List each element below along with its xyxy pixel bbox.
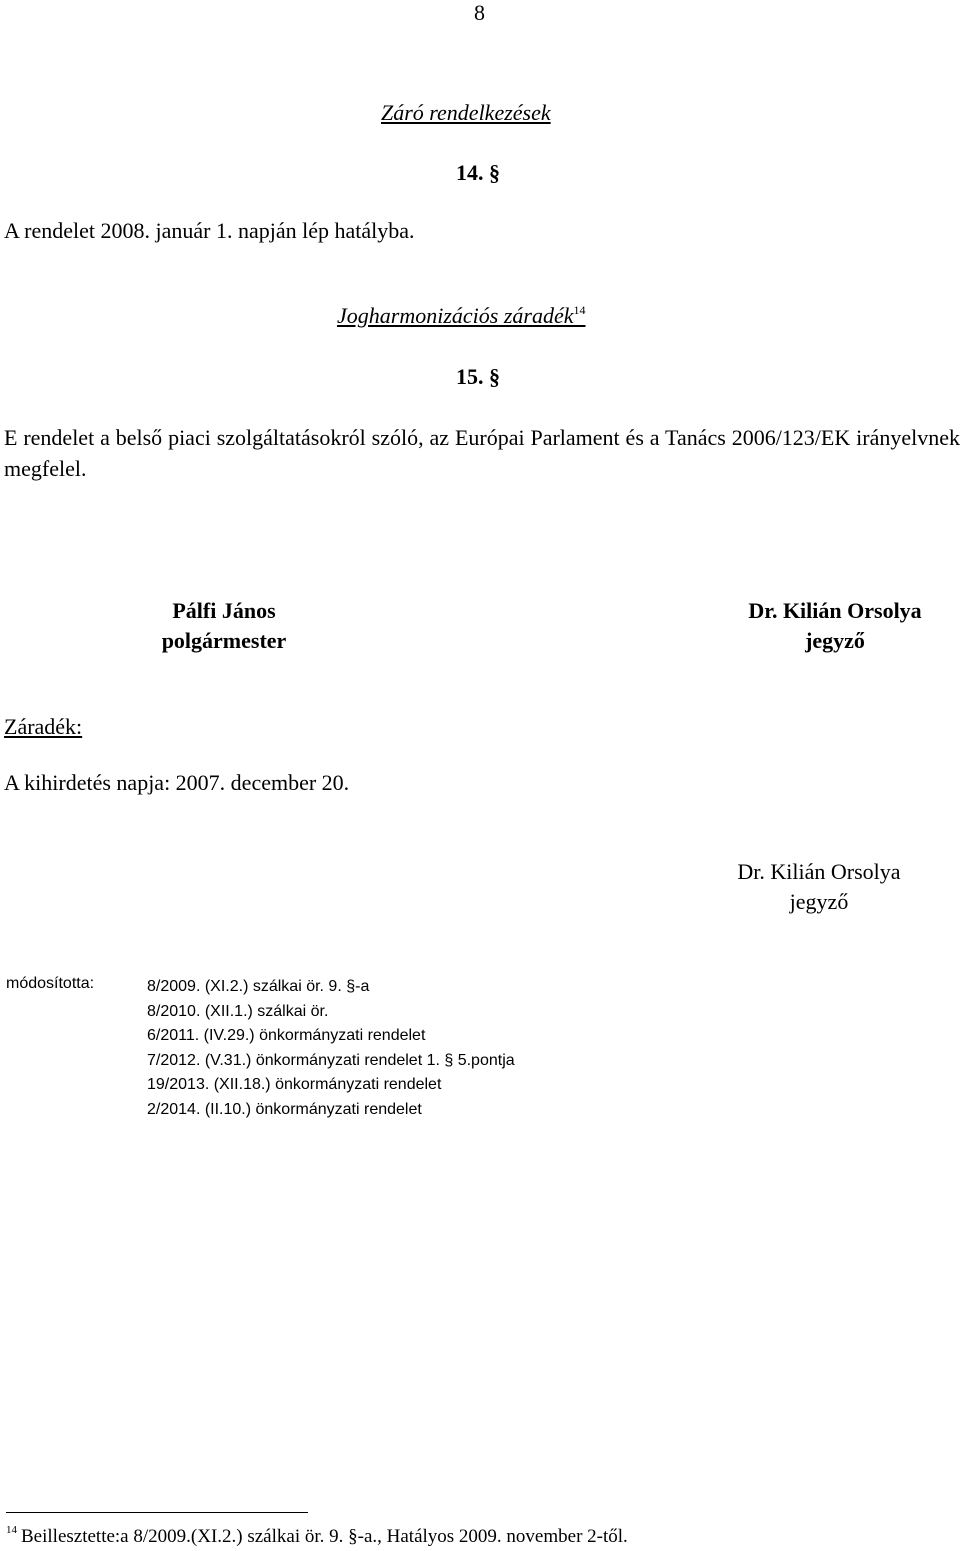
- harmonization-title-text: Jogharmonizációs záradék: [337, 303, 574, 328]
- mayor-name: Pálfi János: [172, 598, 276, 623]
- closing-clause-label: Záradék:: [4, 714, 83, 739]
- modification-item: 19/2013. (XII.18.) önkormányzati rendelet: [147, 1076, 442, 1094]
- clerk-signature-block: [718, 596, 952, 656]
- modification-item: 6/2011. (IV.29.) önkormányzati rendelet: [147, 1027, 426, 1045]
- section-title-harmonization: [337, 303, 585, 329]
- footnote-number: 14: [6, 1524, 17, 1536]
- section-title-final-provisions: Záró rendelkezések: [381, 100, 551, 125]
- modification-item: 2/2014. (II.10.) önkormányzati rendelet: [147, 1100, 422, 1118]
- announcement-date: A kihirdetés napja: 2007. december 20.: [4, 770, 350, 795]
- footnote-separator: [6, 1512, 308, 1513]
- footnote: [6, 1524, 628, 1548]
- mayor-title: polgármester: [161, 628, 287, 653]
- closing-clerk-name: Dr. Kilián Orsolya: [737, 859, 901, 884]
- modification-item: 8/2009. (XI.2.) szálkai ör. 9. §-a: [147, 978, 370, 995]
- section-number-15: 15. §: [456, 364, 500, 389]
- clerk-title: jegyző: [805, 628, 865, 653]
- closing-clerk-title: jegyző: [789, 889, 849, 914]
- modification-item: 8/2010. (XII.1.) szálkai ör.: [147, 1002, 329, 1020]
- footnote-text: Beillesztette:a 8/2009.(XI.2.) szálkai ör. 9. §-a., Hatályos 2009. november 2-től.: [21, 1526, 628, 1547]
- modification-item: 7/2012. (V.31.) önkormányzati rendelet 1. § 5.pontja: [147, 1051, 515, 1069]
- clerk-name: Dr. Kilián Orsolya: [748, 598, 922, 623]
- mayor-signature-block: [138, 596, 310, 656]
- modifications-list: [147, 975, 515, 1123]
- closing-clerk-signature: [708, 857, 930, 917]
- harmonization-paragraph: E rendelet a belső piaci szolgáltatásokról szóló, az Európai Parlament és a Tanács 2006/123/EK irányelvnek megfelel.: [4, 425, 960, 481]
- footnote-reference: 14: [573, 303, 586, 317]
- modifications-label: módosította:: [6, 975, 95, 992]
- page-number: 8: [474, 0, 485, 25]
- effective-date-text: A rendelet 2008. január 1. napján lép hatályba.: [4, 218, 415, 243]
- section-number-14: 14. §: [456, 160, 500, 185]
